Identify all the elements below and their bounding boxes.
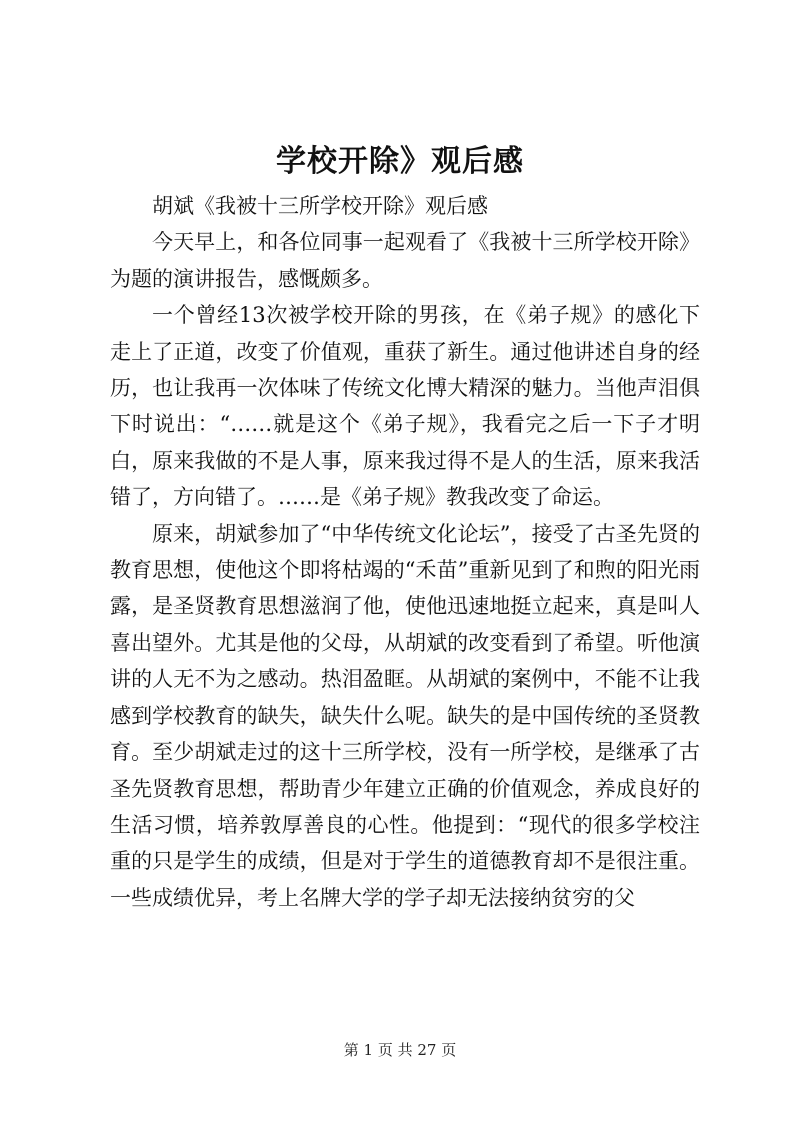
document-title: 学校开除》观后感 — [276, 144, 524, 179]
paragraph-reflection: 原来，胡斌参加了“中华传统文化论坛”，接受了古圣先贤的教育思想，使他这个即将枯竭的“禾苗”重新见到了和煦的阳光雨露，是圣贤教育思想滋润了他，使他迅速地挺立起来，真是叫人喜出望外。尤其是他的父母，从胡斌的改变看到了希望。听他演讲的人无不为之感动。热泪盈眶。从胡斌的案例中，不能不让我感到学校教育的缺失，缺失什么呢。缺失的是中国传统的圣贤教育。至少胡斌走过的这十三所学校，没有一所学校，是继承了古圣先贤教育思想，帮助青少年建立正确的价值观念，养成良好的生活习惯，培养敦厚善良的心性。他提到：“现代的很多学校注重的只是学生的成绩，但是对于学生的道德教育却不是很注重。一些成绩优异，考上名牌大学的学子却无法接纳贫穷的父 — [110, 521, 700, 910]
document-body — [110, 188, 700, 916]
page-footer: 第 1 页 共 27 页 — [343, 1041, 457, 1059]
paragraph-story: 一个曾经13次被学校开除的男孩，在《弟子规》的感化下走上了正道，改变了价值观，重获了新生。通过他讲述自身的经历，也让我再一次体味了传统文化博大精深的魅力。当他声泪俱下时说出：“……就是这个《弟子规》，我看完之后一下子才明白，原来我做的不是人事，原来我过得不是人的生活，原来我活错了，方向错了。……是《弟子规》教我改变了命运。 — [110, 303, 700, 510]
paragraph-intro: 今天早上，和各位同事一起观看了《我被十三所学校开除》为题的演讲报告，感慨颇多。 — [110, 230, 700, 291]
paragraph-subtitle: 胡斌《我被十三所学校开除》观后感 — [152, 194, 488, 218]
